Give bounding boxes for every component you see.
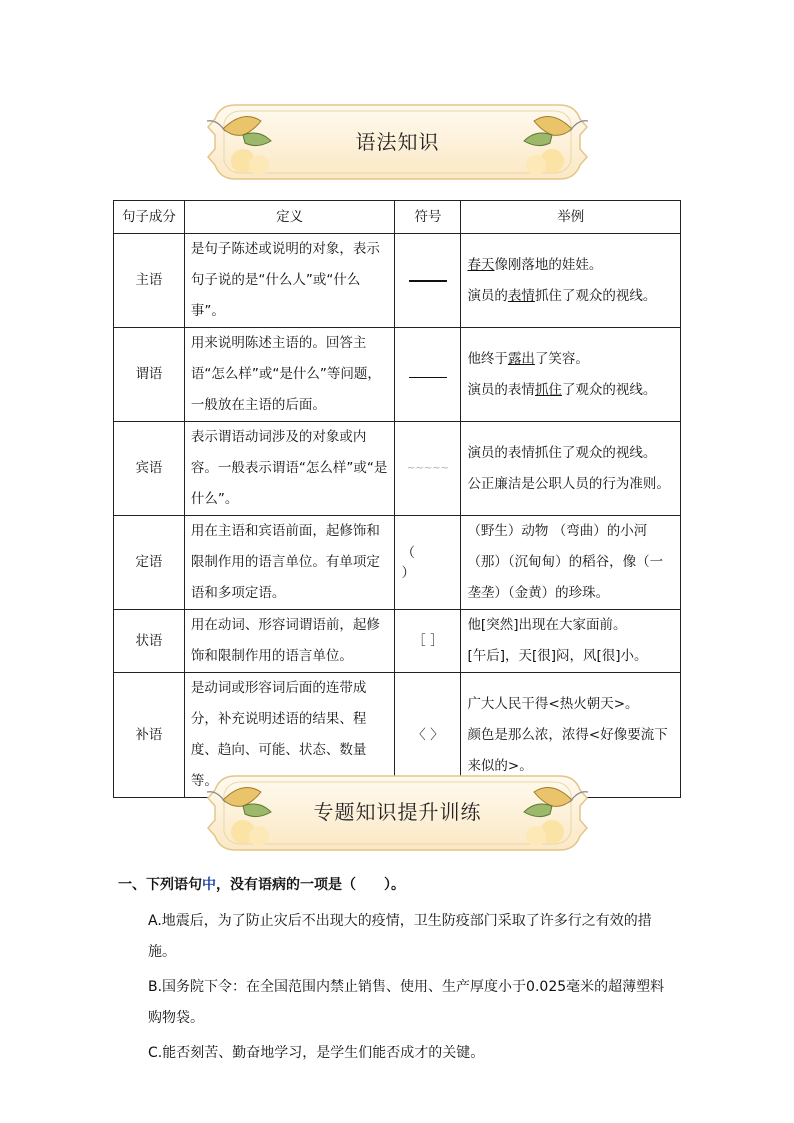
example-text: 了笑容。: [534, 350, 589, 367]
symbol-cell: [395, 234, 461, 328]
header-definition: 定义: [184, 201, 395, 234]
symbol-cell: [395, 328, 461, 422]
table-row: [114, 610, 681, 673]
table-row: [114, 234, 681, 328]
example-cell: [461, 234, 681, 328]
example-cell: [461, 422, 681, 516]
example-line: 颜色是那么浓，浓得<好像要流下来似的>。: [467, 726, 668, 774]
banner-title: 专题知识提升训练: [313, 800, 482, 824]
definition-cell: 表示谓语动词涉及的对象或内容。一般表示谓语“怎么样”或“是什么”。: [184, 422, 395, 516]
definition-cell: 是句子陈述或说明的对象，表示句子说的是“什么人”或“什么事”。: [184, 234, 395, 328]
term-cell: 谓语: [114, 328, 185, 422]
example-line: [午后]，天[很]闷，风[很]小。: [467, 648, 648, 664]
example-text: 演员的表情: [467, 381, 535, 398]
solid-underline-icon: [409, 280, 447, 282]
table-header-row: [114, 201, 681, 234]
definition-cell: 用在主语和宾语前面，起修饰和限制作用的语言单位。有单项定语和多项定语。: [184, 516, 395, 610]
example-line: 演员的表情抓住了观众的视线。: [467, 444, 657, 461]
example-text: 了观众的视线。: [561, 381, 657, 398]
example-text: 抓住了观众的视线。: [534, 287, 657, 304]
double-underline-icon: [409, 377, 447, 378]
option-a[interactable]: A.地震后，为了防止灾后不出现大的疫情，卫生防疫部门采取了许多行之有效的措施。: [148, 913, 652, 960]
table-row: [114, 422, 681, 516]
example-predicate: 露出: [507, 350, 535, 367]
banner-title: 语法知识: [355, 130, 440, 154]
symbol-cell: [395, 516, 461, 610]
example-text: 像刚落地的娃娃。: [494, 256, 603, 273]
bracket-icon: ［ ］: [395, 610, 461, 673]
stem-text: ，没有语病的一项是（ ）。: [216, 877, 405, 893]
example-subject: 表情: [507, 287, 535, 304]
example-predicate: 抓住: [534, 381, 562, 398]
definition-cell: 是动词或形容词后面的连带成分，补充说明述语的结果、程度、趋向、可能、状态、数量等。: [184, 673, 395, 798]
definition-cell: 用来说明陈述主语的。回答主语“怎么样”或“是什么”等问题，一般放在主语的后面。: [184, 328, 395, 422]
question-block: [118, 868, 678, 1069]
stem-text: 一、下列语句: [118, 877, 202, 893]
paren-close-icon: ）: [401, 564, 415, 581]
term-cell: 主语: [114, 234, 185, 328]
table-row: [114, 328, 681, 422]
angle-bracket-icon: 〈 〉: [395, 673, 461, 798]
option-c[interactable]: C.能否刻苦、勤奋地学习，是学生们能否成才的关键。: [148, 1045, 485, 1061]
term-cell: 定语: [114, 516, 185, 610]
example-cell: [461, 610, 681, 673]
header-symbol: 符号: [395, 201, 461, 234]
example-line: 他[突然]出现在大家面前。: [467, 617, 627, 633]
wavy-line-icon: ~~~~~: [395, 422, 461, 516]
header-example: 举例: [461, 201, 681, 234]
term-cell: 状语: [114, 610, 185, 673]
example-cell: [461, 328, 681, 422]
option-b[interactable]: B.国务院下令：在全国范围内禁止销售、使用、生产厚度小于0.025毫米的超薄塑料购物袋。: [148, 979, 665, 1026]
example-subject: 春天: [467, 256, 495, 273]
stem-highlight: 中: [202, 877, 216, 893]
header-component: 句子成分: [114, 201, 185, 234]
example-text: 他终于: [467, 350, 508, 367]
example-cell: （野生）动物 （弯曲）的小河（那）（沉甸甸）的稻谷，像（一垄垄）（金黄）的珍珠。: [461, 516, 681, 610]
term-cell: 宾语: [114, 422, 185, 516]
grammar-table: [113, 200, 681, 798]
term-cell: 补语: [114, 673, 185, 798]
table-row: [114, 516, 681, 610]
example-text: 演员的: [467, 287, 508, 304]
section-banner-grammar: [195, 97, 600, 187]
example-line: 广大人民干得<热火朝天>。: [467, 695, 639, 712]
example-line: 公正廉洁是公职人员的行为准则。: [467, 475, 670, 492]
section-banner-training: [195, 768, 600, 858]
definition-cell: 用在动词、形容词谓语前，起修饰和限制作用的语言单位。: [184, 610, 395, 673]
paren-open-icon: （: [401, 544, 415, 561]
question-stem: [118, 868, 678, 902]
